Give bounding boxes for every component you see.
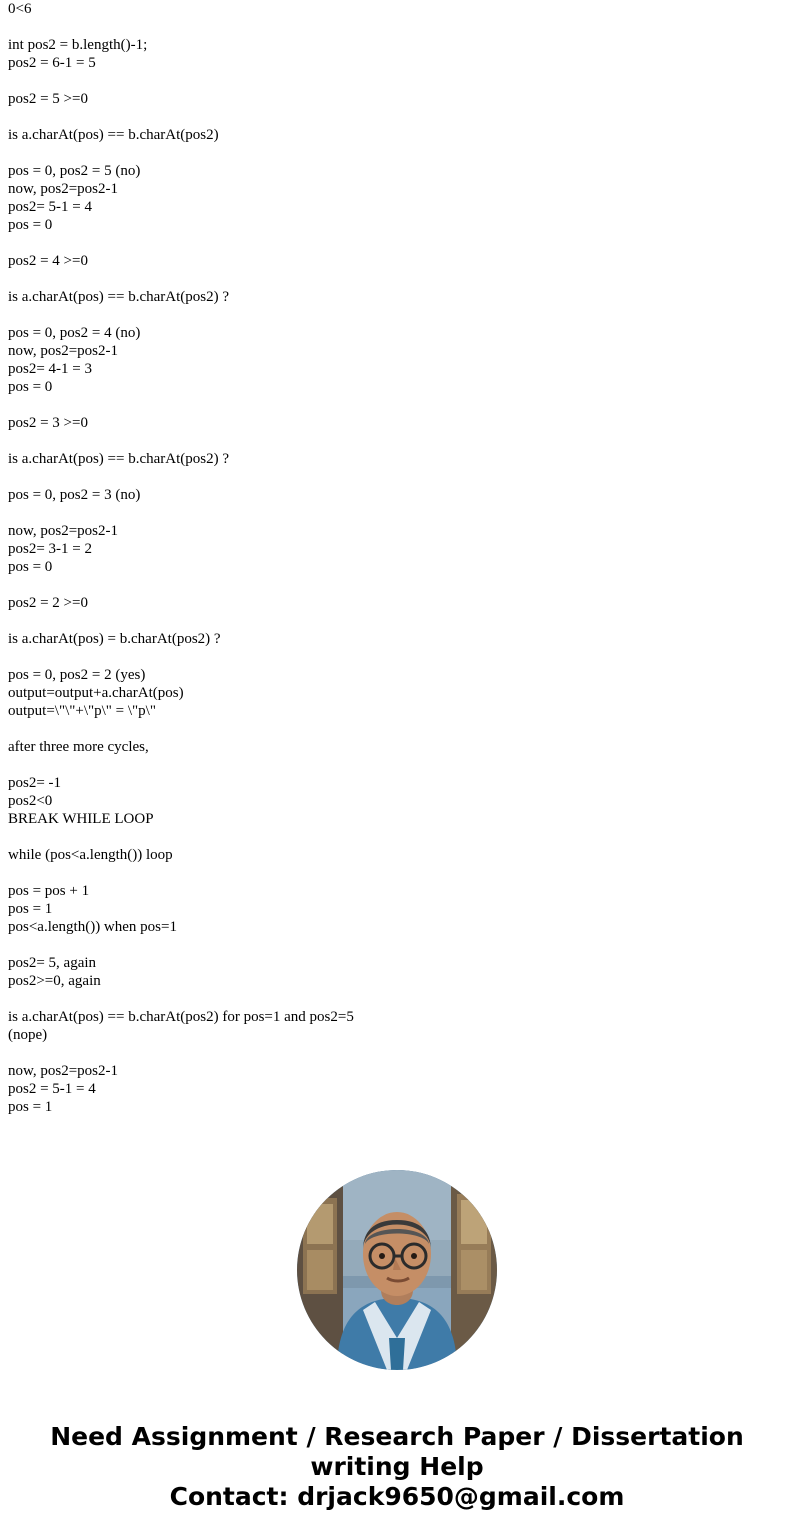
trace-line: now, pos2=pos2-1 [8,523,118,539]
blank-line [8,504,786,522]
trace-line: now, pos2=pos2-1 [8,343,118,359]
trace-line: is a.charAt(pos) == b.charAt(pos2) ? [8,451,230,467]
trace-line: pos = 1 [8,1099,53,1115]
blank-line [8,612,786,630]
trace-line: is a.charAt(pos) == b.charAt(pos2) ? [8,289,230,305]
trace-line: after three more cycles, [8,739,149,755]
trace-line: int pos2 = b.length()-1; [8,37,148,53]
blank-line [8,18,786,36]
blank-line [8,648,786,666]
blank-line [8,396,786,414]
trace-line: is a.charAt(pos) == b.charAt(pos2) for pos=1 and pos2=5 [8,1009,354,1025]
trace-line: pos = pos + 1 [8,883,90,899]
trace-line: output=output+a.charAt(pos) [8,685,184,701]
trace-line: now, pos2=pos2-1 [8,181,118,197]
trace-line: pos<a.length()) when pos=1 [8,919,177,935]
trace-line: pos = 1 [8,901,53,917]
blank-line [8,828,786,846]
promo-block [8,1422,786,1512]
trace-line: pos2= -1 [8,775,62,791]
trace-line: pos = 0 [8,217,53,233]
trace-line: output=\"\"+\"p\" = \"p\" [8,703,156,719]
trace-line: pos2= 3-1 = 2 [8,541,93,557]
blank-line [8,306,786,324]
trace-line: pos2 = 4 >=0 [8,253,88,269]
trace-line: is a.charAt(pos) = b.charAt(pos2) ? [8,631,221,647]
trace-line: pos2 = 3 >=0 [8,415,88,431]
trace-line: pos2= 5, again [8,955,97,971]
blank-line [8,72,786,90]
trace-line: BREAK WHILE LOOP [8,811,154,827]
trace-line: pos2 = 5 >=0 [8,91,88,107]
blank-line [8,864,786,882]
trace-line: (nope) [8,1027,48,1043]
avatar [297,1170,497,1370]
promo-contact: Contact: drjack9650@gmail.com [169,1482,625,1511]
blank-line [8,936,786,954]
trace-line: pos2<0 [8,793,53,809]
blank-line [8,1044,786,1062]
blank-line [8,108,786,126]
trace-line: pos = 0 [8,379,53,395]
blank-line [8,144,786,162]
trace-line: pos = 0, pos2 = 2 (yes) [8,667,146,683]
trace-line: pos2= 4-1 = 3 [8,361,93,377]
trace-line: pos2>=0, again [8,973,101,989]
blank-line [8,234,786,252]
avatar-container [8,1170,786,1370]
blank-line [8,468,786,486]
trace-line: 0<6 [8,1,32,17]
trace-line: pos2 = 5-1 = 4 [8,1081,96,1097]
trace-line: pos2 = 6-1 = 5 [8,55,96,71]
trace-line: now, pos2=pos2-1 [8,1063,118,1079]
promo-headline: Need Assignment / Research Paper / Dissertation writing Help [50,1422,744,1481]
blank-line [8,756,786,774]
trace-line: pos = 0, pos2 = 5 (no) [8,163,141,179]
trace-line: pos2= 5-1 = 4 [8,199,93,215]
trace-line: pos = 0, pos2 = 4 (no) [8,325,141,341]
algorithm-trace-text [8,0,786,1116]
trace-line: is a.charAt(pos) == b.charAt(pos2) [8,127,219,143]
trace-line: pos = 0, pos2 = 3 (no) [8,487,141,503]
blank-line [8,576,786,594]
blank-line [8,432,786,450]
blank-line [8,270,786,288]
trace-line: pos = 0 [8,559,53,575]
blank-line [8,720,786,738]
trace-line: while (pos<a.length()) loop [8,847,173,863]
portrait-photo-icon [297,1170,497,1370]
blank-line [8,990,786,1008]
trace-line: pos2 = 2 >=0 [8,595,88,611]
